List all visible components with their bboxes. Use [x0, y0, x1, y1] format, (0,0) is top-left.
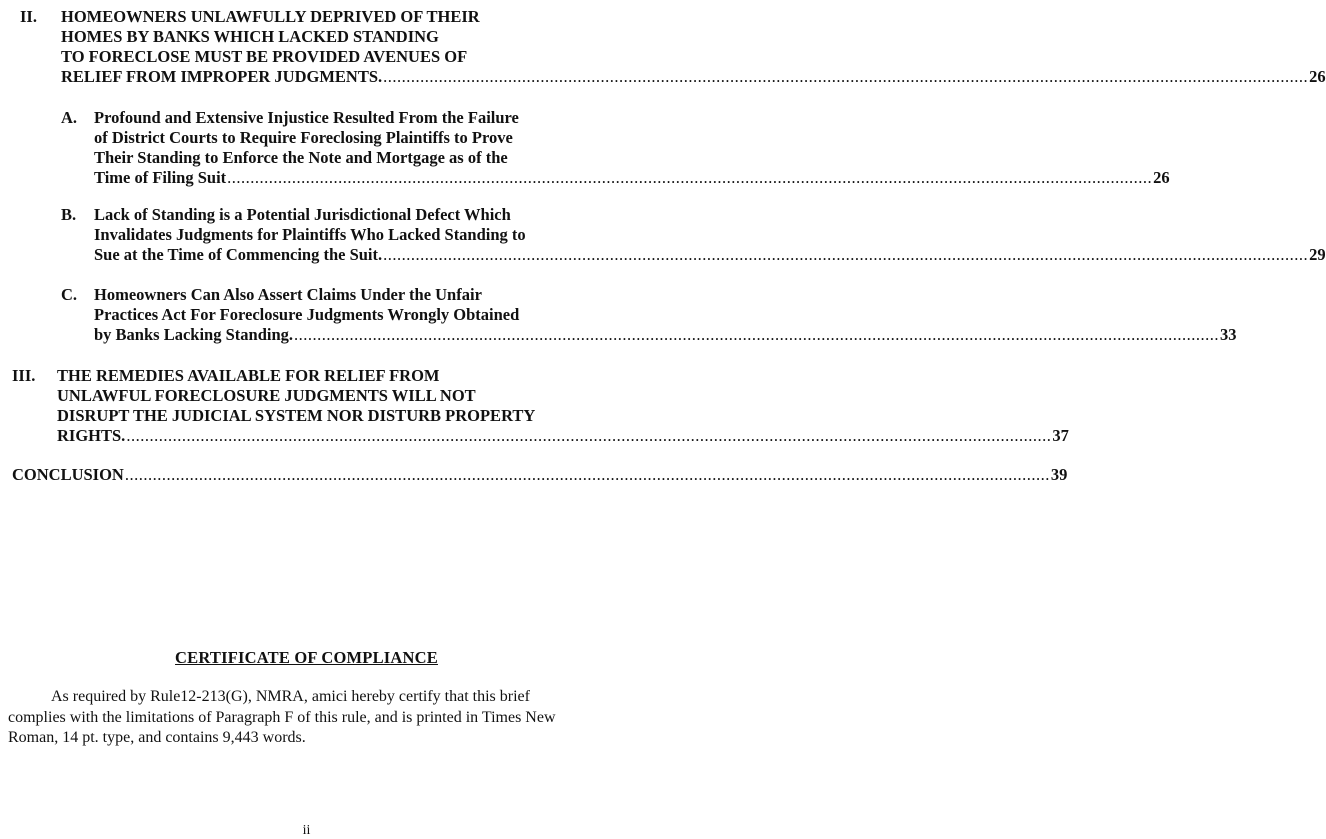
certificate-line: Roman, 14 pt. type, and contains 9,443 words. [8, 729, 306, 746]
certificate-heading: CERTIFICATE OF COMPLIANCE [175, 648, 438, 667]
toc-page-number: 33 [1220, 325, 1237, 344]
dot-leader: ........................................................................................................................................................................................................ [227, 168, 1153, 187]
toc-entry-title [94, 285, 1237, 345]
toc-entry-title [61, 7, 1326, 87]
toc-entry-line: DISRUPT THE JUDICIAL SYSTEM NOR DISTURB PROPERTY [57, 406, 536, 425]
toc-entry-last-line [94, 245, 1326, 265]
toc-entry-last-line [94, 325, 1237, 345]
page-number: ii [302, 823, 311, 838]
toc-entry-subsection-a [61, 108, 1170, 192]
toc-entry-line: RELIEF FROM IMPROPER JUDGMENTS. [61, 67, 383, 86]
toc-entry-line: HOMES BY BANKS WHICH LACKED STANDING [61, 27, 439, 46]
toc-entry-subsection-b [61, 205, 1326, 267]
dot-leader: ........................................................................................................................................................................................................ [126, 426, 1052, 445]
toc-entry-title [57, 366, 1069, 446]
toc-entry-line: Time of Filing Suit [94, 168, 227, 187]
toc-entry-line: THE REMEDIES AVAILABLE FOR RELIEF FROM [57, 366, 440, 385]
toc-entry-line: of District Courts to Require Foreclosing Plaintiffs to Prove [94, 128, 513, 147]
toc-entry-number: A. [61, 108, 78, 127]
certificate-text [8, 687, 608, 749]
toc-entry-number: III. [12, 366, 36, 385]
toc-entry-number: II. [20, 7, 37, 26]
toc-entry-line: Sue at the Time of Commencing the Suit. [94, 245, 383, 264]
toc-entry-line: RIGHTS. [57, 426, 126, 445]
toc-entry-section-iii [12, 366, 1069, 450]
toc-entry-line: by Banks Lacking Standing. [94, 325, 294, 344]
toc-entry-title [12, 465, 1068, 485]
toc-entry-line: HOMEOWNERS UNLAWFULLY DEPRIVED OF THEIR [61, 7, 480, 26]
toc-entry-last-line [61, 67, 1326, 87]
certificate-line-text: As required by Rule12-213(G), NMRA, amici hereby certify that this brief [51, 688, 530, 705]
certificate-line: complies with the limitations of Paragraph F of this rule, and is printed in Times New [8, 708, 556, 726]
toc-entry-title [94, 205, 1326, 265]
toc-entry-subsection-c [61, 285, 1237, 347]
toc-entry-conclusion [12, 465, 1068, 487]
certificate-line [8, 687, 608, 708]
toc-page-number: 26 [1153, 168, 1170, 187]
toc-entry-last-line [94, 168, 1170, 188]
dot-leader: ........................................................................................................................................................................................................ [383, 245, 1309, 264]
toc-entry-number: C. [61, 285, 78, 304]
toc-entry-line: Their Standing to Enforce the Note and Mortgage as of the [94, 148, 508, 167]
toc-entry-line: Lack of Standing is a Potential Jurisdictional Defect Which [94, 205, 511, 224]
dot-leader: ........................................................................................................................................................................................................ [294, 325, 1220, 344]
toc-page-number: 39 [1050, 465, 1068, 484]
toc-entry-section-ii [20, 7, 1326, 91]
toc-page-number: 37 [1052, 426, 1069, 445]
toc-entry-line: Homeowners Can Also Assert Claims Under the Unfair [94, 285, 482, 304]
toc-page-number: 26 [1309, 67, 1326, 86]
toc-entry-last-line [12, 465, 1068, 485]
toc-entry-line: Profound and Extensive Injustice Resulted From the Failure [94, 108, 519, 127]
toc-entry-title [94, 108, 1170, 188]
toc-entry-line: CONCLUSION [12, 465, 124, 484]
toc-entry-line: TO FORECLOSE MUST BE PROVIDED AVENUES OF [61, 47, 468, 66]
toc-entry-number: B. [61, 205, 77, 224]
dot-leader: ........................................................................................................................................................................................................ [124, 465, 1050, 484]
toc-entry-line: UNLAWFUL FORECLOSURE JUDGMENTS WILL NOT [57, 386, 476, 405]
toc-entry-line: Invalidates Judgments for Plaintiffs Who Lacked Standing to [94, 225, 526, 244]
toc-page-number: 29 [1309, 245, 1326, 264]
dot-leader: ........................................................................................................................................................................................................ [383, 67, 1309, 86]
toc-entry-line: Practices Act For Foreclosure Judgments Wrongly Obtained [94, 305, 520, 324]
toc-entry-last-line [57, 426, 1069, 446]
